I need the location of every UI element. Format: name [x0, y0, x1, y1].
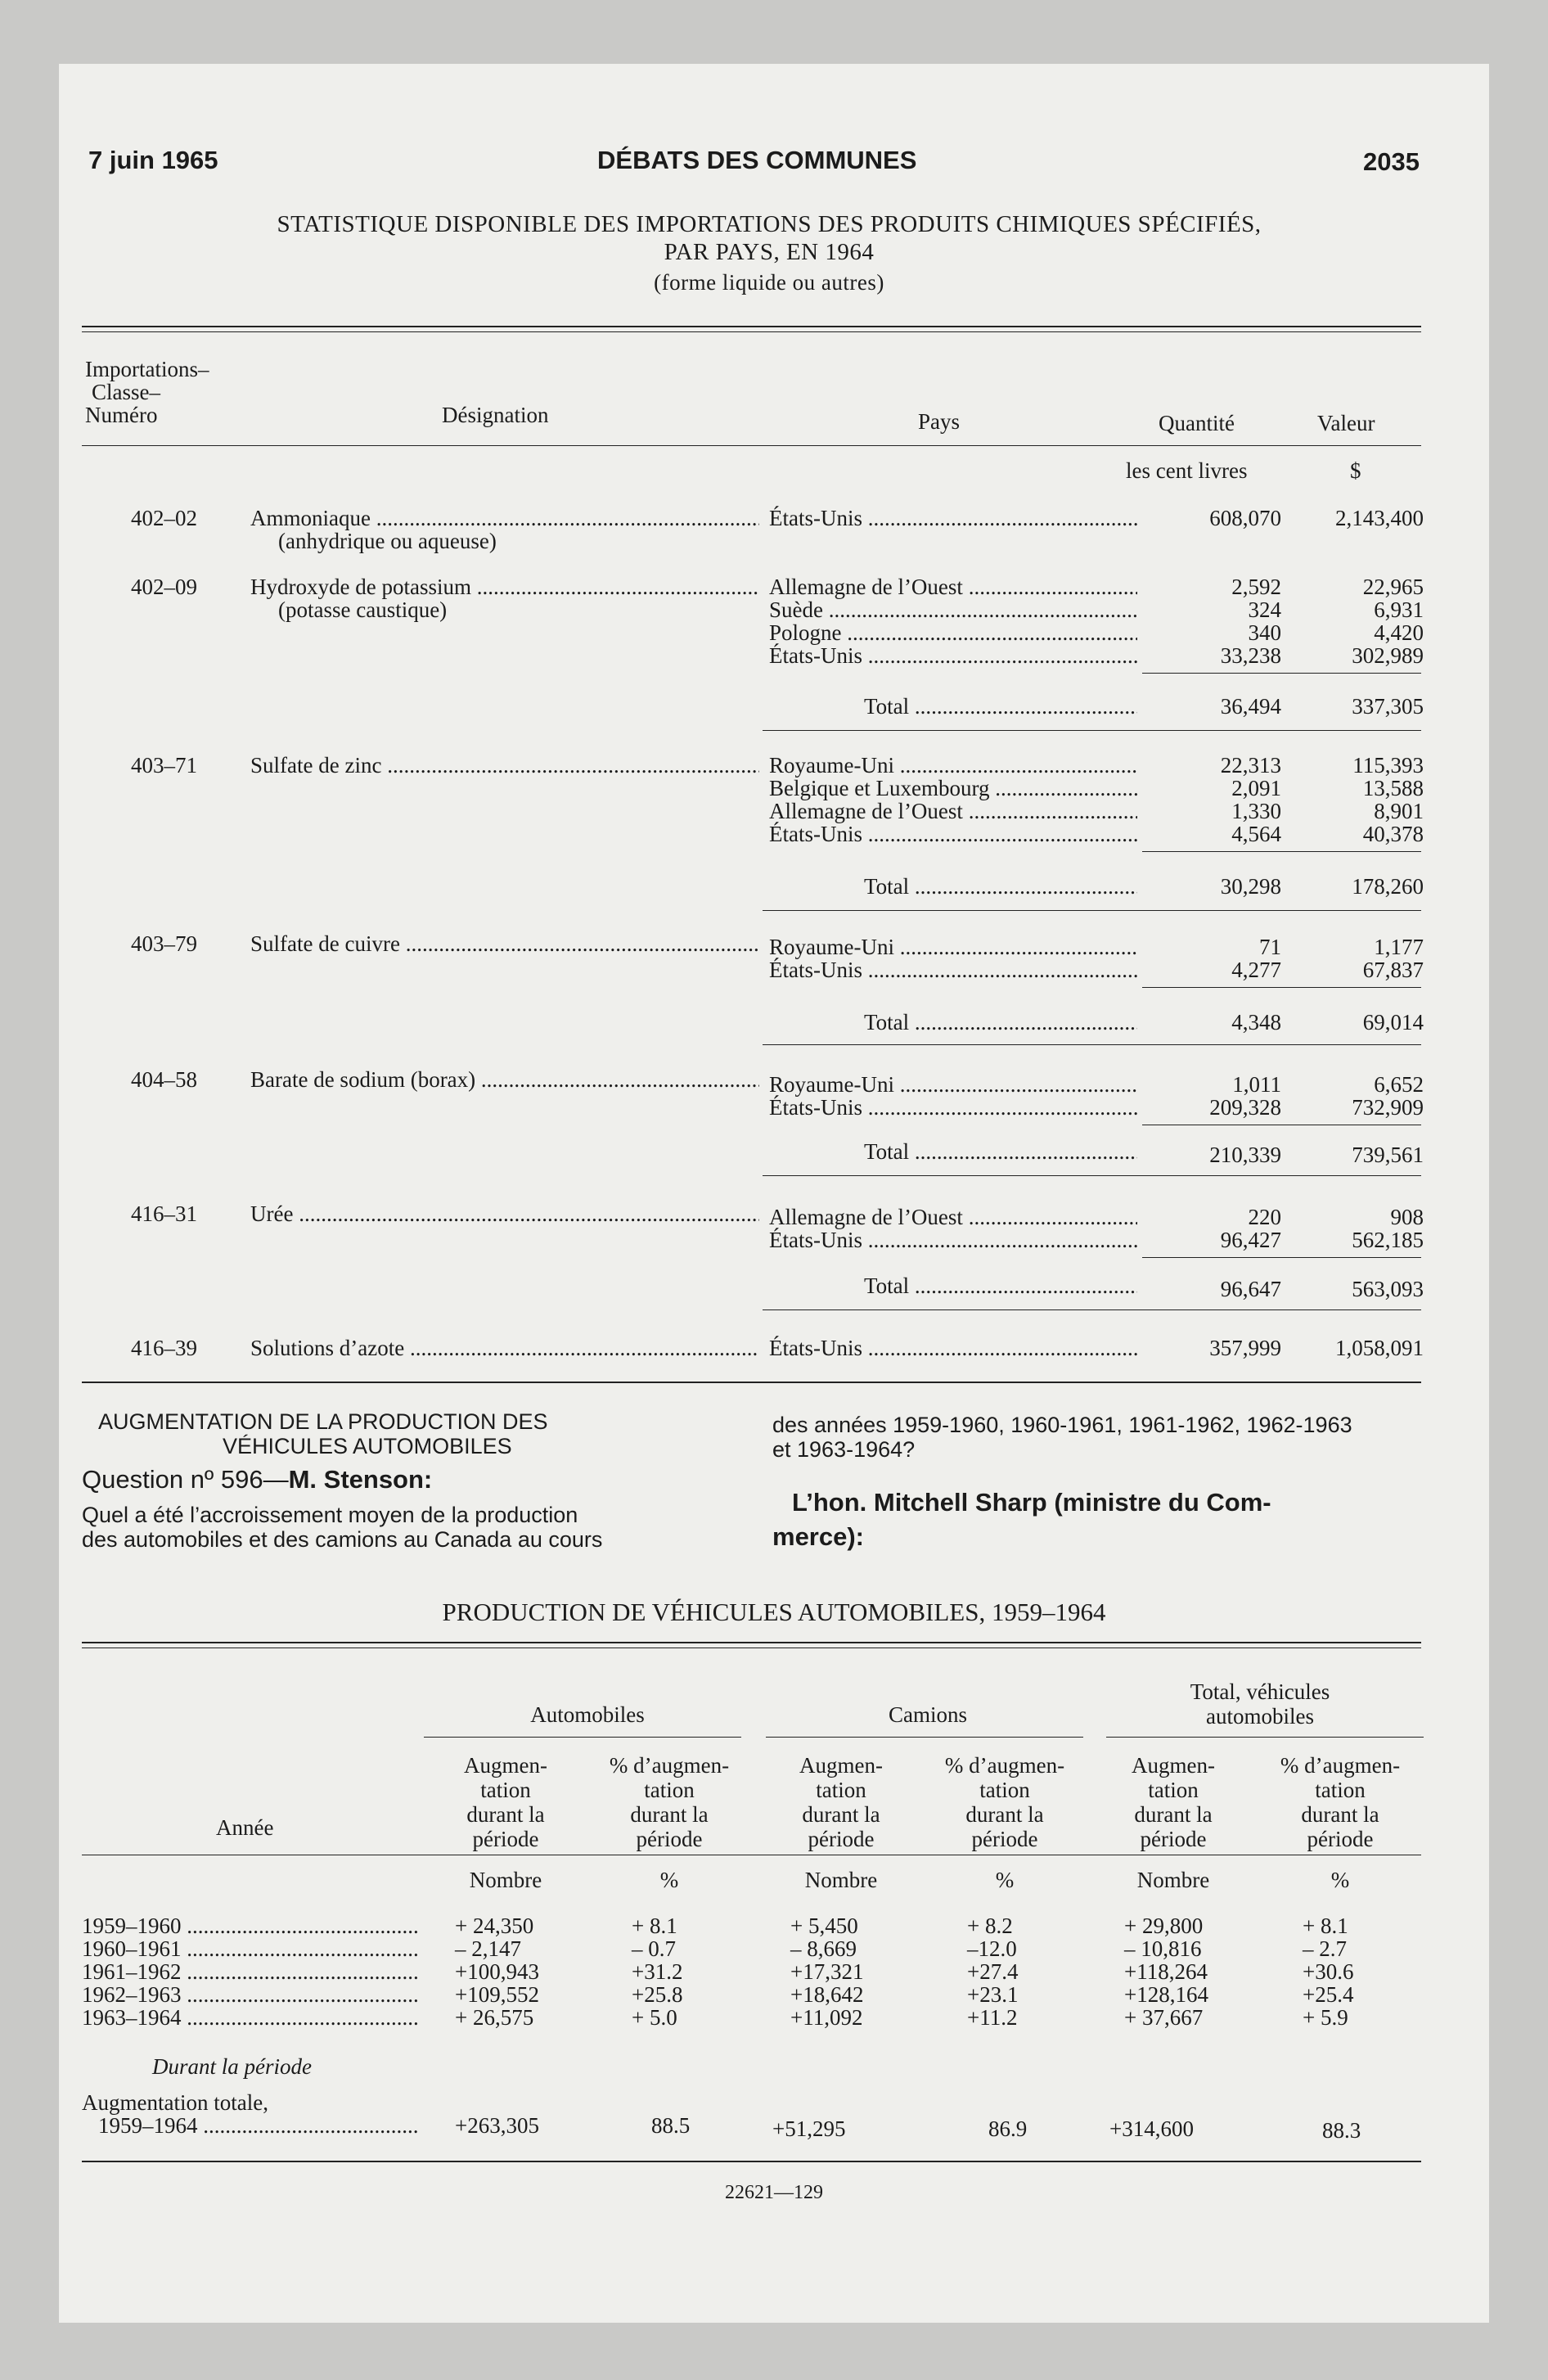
r1-code: 402–02	[131, 506, 197, 530]
r2-total-val: 337,305	[1352, 694, 1424, 719]
tot-pct-row-5: + 5.9	[1303, 2005, 1348, 2030]
header-journal: DÉBATS DES COMMUNES	[597, 146, 917, 174]
r2-subtotal-rule	[1142, 673, 1421, 674]
r1-pays-1: États-Unis .....	[769, 506, 1137, 531]
r7-qty-1: 357,999	[1209, 1336, 1281, 1360]
r5-val-1: 6,652	[1374, 1072, 1424, 1097]
col-designation: Désignation	[442, 403, 549, 427]
r2-val-2: 6,931	[1374, 597, 1424, 622]
r2-pays-2: Suède .....	[769, 597, 1137, 623]
r1-designation-note: (anhydrique ou aqueuse)	[278, 529, 497, 553]
r6-qty-1: 220	[1248, 1205, 1281, 1229]
r2-designation: Hydroxyde de potassium .....	[250, 575, 759, 600]
tot-aug-row-2: – 10,816	[1124, 1936, 1202, 1961]
auto-aug-row-1: + 24,350	[455, 1913, 534, 1938]
r2-total-rule	[763, 730, 1421, 731]
tot-sub-pct-3: durant la	[1301, 1802, 1379, 1827]
tot-sub-aug-3: durant la	[1134, 1802, 1213, 1827]
total-tot-pct: 88.3	[1322, 2118, 1361, 2143]
auto-pct-row-4: +25.8	[632, 1982, 683, 2007]
header-date: 7 juin 1965	[88, 146, 218, 174]
table1-header-rule	[82, 445, 1421, 446]
tot-aug-row-4: +128,164	[1124, 1982, 1208, 2007]
auto-unit-pct: %	[659, 1868, 679, 1892]
auto-sub-pct-2: tation	[644, 1778, 695, 1802]
table1-title-line-3: (forme liquide ou autres)	[654, 270, 884, 295]
total-auto-pct: 88.5	[651, 2113, 691, 2138]
question-body-left-1: Quel a été l’accroissement moyen de la production	[82, 1503, 578, 1527]
r2-val-4: 302,989	[1352, 643, 1424, 668]
r6-total-val: 563,093	[1352, 1277, 1424, 1301]
auto-aug-row-3: +100,943	[455, 1959, 539, 1984]
tot-unit-pct: %	[1330, 1868, 1350, 1892]
r1-val-1: 2,143,400	[1335, 506, 1424, 530]
r4-total-qty: 4,348	[1231, 1010, 1281, 1034]
cam-sub-pct-1: % d’augmen-	[944, 1753, 1065, 1778]
r4-subtotal-rule	[1142, 987, 1421, 988]
r4-total-label: Total .....	[864, 1010, 1137, 1035]
r3-qty-2: 2,091	[1231, 776, 1281, 800]
r6-subtotal-rule	[1142, 1257, 1421, 1258]
r4-val-1: 1,177	[1374, 935, 1424, 959]
r2-pays-4: États-Unis .....	[769, 643, 1137, 669]
tot-pct-row-4: +25.4	[1303, 1982, 1354, 2007]
question-number-label: Question nº 596—	[82, 1465, 289, 1494]
cam-sub-pct-4: période	[971, 1827, 1038, 1851]
cam-pct-row-3: +27.4	[967, 1959, 1019, 1984]
auto-sub-pct-4: période	[636, 1827, 703, 1851]
col-valeur: Valeur	[1317, 411, 1375, 435]
col-classe-1: Importations–	[85, 357, 209, 381]
cam-sub-aug-3: durant la	[802, 1802, 880, 1827]
cam-unit-pct: %	[995, 1868, 1015, 1892]
cam-pct-row-2: –12.0	[967, 1936, 1017, 1961]
question-body-right-1: des années 1959-1960, 1960-1961, 1961-1962, 1962-1963	[772, 1413, 1352, 1437]
r2-val-1: 22,965	[1362, 575, 1424, 599]
total-cam-pct: 86.9	[988, 2116, 1028, 2141]
auto-sub-aug-1: Augmen-	[464, 1753, 547, 1778]
r3-pays-4: États-Unis .....	[769, 822, 1137, 847]
year-row-5: 1963–1964 .....	[82, 2005, 417, 2031]
answer-line-2: merce):	[772, 1522, 864, 1551]
r4-designation: Sulfate de cuivre .....	[250, 931, 759, 957]
r6-code: 416–31	[131, 1201, 197, 1226]
auto-pct-row-5: + 5.0	[632, 2005, 677, 2030]
r2-total-qty: 36,494	[1220, 694, 1281, 719]
r2-code: 402–09	[131, 575, 197, 599]
table1-bottom-rule	[82, 1382, 1421, 1383]
table2-title: PRODUCTION DE VÉHICULES AUTOMOBILES, 1959–1964	[442, 1598, 1106, 1626]
table2-bottom-rule	[82, 2161, 1421, 2162]
r3-total-rule	[763, 910, 1421, 911]
group-total-2: automobiles	[1206, 1704, 1314, 1729]
r5-val-2: 732,909	[1352, 1095, 1424, 1120]
auto-sub-pct-1: % d’augmen-	[609, 1753, 730, 1778]
table1-top-rule	[82, 326, 1421, 327]
auto-sub-pct-3: durant la	[630, 1802, 709, 1827]
total-auto-aug: +263,305	[455, 2113, 539, 2138]
r6-designation: Urée .....	[250, 1201, 759, 1227]
tot-aug-row-3: +118,264	[1124, 1959, 1208, 1984]
r5-pays-1: Royaume-Uni .....	[769, 1072, 1137, 1098]
r3-qty-1: 22,313	[1220, 753, 1281, 778]
r3-qty-3: 1,330	[1231, 799, 1281, 823]
tot-pct-row-2: – 2.7	[1303, 1936, 1347, 1961]
r1-designation: Ammoniaque .....	[250, 506, 759, 531]
r4-qty-2: 4,277	[1231, 958, 1281, 982]
answer-line-1: L’hon. Mitchell Sharp (ministre du Com-	[792, 1488, 1271, 1517]
r4-total-val: 69,014	[1362, 1010, 1424, 1034]
tot-aug-row-5: + 37,667	[1124, 2005, 1204, 2030]
r6-pays-2: États-Unis .....	[769, 1228, 1137, 1253]
r5-pays-2: États-Unis .....	[769, 1095, 1137, 1120]
r3-pays-3: Allemagne de l’Ouest .....	[769, 799, 1137, 824]
r1-qty-1: 608,070	[1209, 506, 1281, 530]
tot-sub-aug-4: période	[1140, 1827, 1207, 1851]
question-heading-2: VÉHICULES AUTOMOBILES	[223, 1434, 512, 1458]
tot-unit-nombre: Nombre	[1136, 1868, 1210, 1892]
cam-pct-row-5: +11.2	[967, 2005, 1018, 2030]
year-row-4: 1962–1963 .....	[82, 1982, 417, 2008]
r3-total-qty: 30,298	[1220, 874, 1281, 899]
cam-pct-row-4: +23.1	[967, 1982, 1019, 2007]
r5-qty-2: 209,328	[1209, 1095, 1281, 1120]
period-label: Durant la période	[152, 2054, 312, 2079]
group-total-1: Total, véhicules	[1190, 1679, 1330, 1704]
table1-top-rule-2	[82, 331, 1421, 332]
tot-sub-pct-4: période	[1307, 1827, 1374, 1851]
r6-pays-1: Allemagne de l’Ouest .....	[769, 1205, 1137, 1230]
cam-aug-row-5: +11,092	[790, 2005, 863, 2030]
r5-total-label: Total .....	[864, 1139, 1137, 1165]
r4-total-rule	[763, 1044, 1421, 1045]
tot-pct-row-3: +30.6	[1303, 1959, 1354, 1984]
unit-valeur: $	[1350, 458, 1361, 483]
r2-qty-4: 33,238	[1220, 643, 1281, 668]
table2-top-rule	[82, 1642, 1421, 1643]
r3-val-2: 13,588	[1362, 776, 1424, 800]
r6-total-rule	[763, 1309, 1421, 1310]
r3-subtotal-rule	[1142, 851, 1421, 852]
r2-total-label: Total .....	[864, 694, 1137, 719]
r7-code: 416–39	[131, 1336, 197, 1360]
tot-sub-aug-1: Augmen-	[1132, 1753, 1215, 1778]
r3-designation: Sulfate de zinc .....	[250, 753, 759, 778]
r6-total-label: Total .....	[864, 1273, 1137, 1299]
r2-val-3: 4,420	[1374, 620, 1424, 645]
r3-val-1: 115,393	[1352, 753, 1424, 778]
total-cam-aug: +51,295	[772, 2116, 846, 2141]
tot-pct-row-1: + 8.1	[1303, 1913, 1348, 1938]
r3-total-label: Total .....	[864, 874, 1137, 899]
tot-sub-aug-2: tation	[1148, 1778, 1199, 1802]
footer-code: 22621—129	[725, 2182, 823, 2203]
question-body-right-2: et 1963-1964?	[772, 1437, 916, 1462]
auto-pct-row-3: +31.2	[632, 1959, 683, 1984]
r2-pays-1: Allemagne de l’Ouest .....	[769, 575, 1137, 600]
r3-qty-4: 4,564	[1231, 822, 1281, 846]
r6-qty-2: 96,427	[1220, 1228, 1281, 1252]
group-camions: Camions	[888, 1702, 967, 1727]
tot-aug-row-1: + 29,800	[1124, 1913, 1204, 1938]
auto-pct-row-1: + 8.1	[632, 1913, 677, 1938]
header-page-number: 2035	[1363, 147, 1420, 176]
r6-val-2: 562,185	[1352, 1228, 1424, 1252]
cam-sub-pct-3: durant la	[965, 1802, 1044, 1827]
col-pays: Pays	[918, 409, 961, 434]
group-automobiles: Automobiles	[530, 1702, 645, 1727]
r6-total-qty: 96,647	[1220, 1277, 1281, 1301]
cam-sub-aug-2: tation	[816, 1778, 866, 1802]
tot-sub-pct-1: % d’augmen-	[1280, 1753, 1401, 1778]
cam-aug-row-1: + 5,450	[790, 1913, 858, 1938]
r4-qty-1: 71	[1259, 935, 1281, 959]
r2-designation-note: (potasse caustique)	[278, 597, 448, 622]
r4-val-2: 67,837	[1362, 958, 1424, 982]
auto-sub-aug-2: tation	[480, 1778, 531, 1802]
r2-pays-3: Pologne .....	[769, 620, 1137, 646]
table1-title-line-2: PAR PAYS, EN 1964	[664, 239, 875, 265]
unit-quantite: les cent livres	[1126, 458, 1248, 483]
r7-pays-1: États-Unis .....	[769, 1336, 1137, 1361]
cam-sub-aug-1: Augmen-	[799, 1753, 883, 1778]
r3-total-val: 178,260	[1352, 874, 1424, 899]
group-camions-rule	[766, 1737, 1083, 1738]
cam-unit-nombre: Nombre	[804, 1868, 878, 1892]
r5-code: 404–58	[131, 1067, 197, 1092]
cam-sub-pct-2: tation	[979, 1778, 1030, 1802]
col-classe-2: Classe–	[92, 380, 160, 404]
cam-aug-row-2: – 8,669	[790, 1936, 857, 1961]
total-label-1: Augmentation totale,	[82, 2090, 268, 2115]
r3-val-3: 8,901	[1374, 799, 1424, 823]
r5-designation: Barate de sodium (borax) .....	[250, 1067, 759, 1093]
auto-aug-row-4: +109,552	[455, 1982, 539, 2007]
auto-pct-row-2: – 0.7	[632, 1936, 676, 1961]
r5-qty-1: 1,011	[1232, 1072, 1281, 1097]
r4-pays-1: Royaume-Uni .....	[769, 935, 1137, 960]
cam-aug-row-4: +18,642	[790, 1982, 864, 2007]
group-total-rule	[1106, 1737, 1424, 1738]
r6-val-1: 908	[1390, 1205, 1424, 1229]
question-body-left-2: des automobiles et des camions au Canada au cours	[82, 1527, 603, 1552]
col-classe-3: Numéro	[85, 403, 158, 427]
r2-qty-3: 340	[1248, 620, 1281, 645]
r7-designation: Solutions d’azote .....	[250, 1336, 759, 1361]
r4-code: 403–79	[131, 931, 197, 956]
r3-val-4: 40,378	[1362, 822, 1424, 846]
year-row-2: 1960–1961 .....	[82, 1936, 417, 1962]
cam-pct-row-1: + 8.2	[967, 1913, 1013, 1938]
r5-total-qty: 210,339	[1209, 1143, 1281, 1167]
auto-unit-nombre: Nombre	[469, 1868, 542, 1892]
question-number	[82, 1465, 432, 1494]
r3-pays-1: Royaume-Uni .....	[769, 753, 1137, 778]
table1-title-line-1: STATISTIQUE DISPONIBLE DES IMPORTATIONS DES PRODUITS CHIMIQUES SPÉCIFIÉS,	[277, 211, 1262, 237]
r3-code: 403–71	[131, 753, 197, 778]
question-heading-1: AUGMENTATION DE LA PRODUCTION DES	[98, 1409, 548, 1434]
cam-aug-row-3: +17,321	[790, 1959, 864, 1984]
year-row-1: 1959–1960 .....	[82, 1913, 417, 1939]
r2-qty-1: 2,592	[1231, 575, 1281, 599]
auto-sub-aug-4: période	[472, 1827, 539, 1851]
group-auto-rule	[424, 1737, 741, 1738]
col-quantite: Quantité	[1159, 411, 1235, 435]
total-label-2: 1959–1964 .....	[98, 2113, 417, 2139]
total-tot-aug: +314,600	[1109, 2116, 1194, 2141]
r2-qty-2: 324	[1248, 597, 1281, 622]
r5-total-rule	[763, 1175, 1421, 1176]
year-row-3: 1961–1962 .....	[82, 1959, 417, 1985]
r3-pays-2: Belgique et Luxembourg .....	[769, 776, 1137, 801]
col-annee: Année	[216, 1815, 274, 1840]
r4-pays-2: États-Unis .....	[769, 958, 1137, 983]
r5-total-val: 739,561	[1352, 1143, 1424, 1167]
auto-aug-row-2: – 2,147	[455, 1936, 521, 1961]
auto-sub-aug-3: durant la	[466, 1802, 545, 1827]
question-asker: M. Stenson:	[288, 1465, 433, 1494]
cam-sub-aug-4: période	[808, 1827, 875, 1851]
auto-aug-row-5: + 26,575	[455, 2005, 534, 2030]
tot-sub-pct-2: tation	[1315, 1778, 1366, 1802]
r7-val-1: 1,058,091	[1335, 1336, 1424, 1360]
